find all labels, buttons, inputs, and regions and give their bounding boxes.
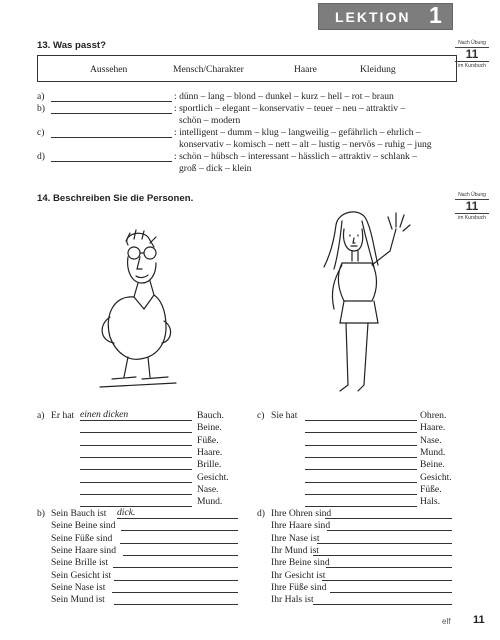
sentence-start: Sein Gesicht ist [51, 569, 112, 581]
answer-line[interactable] [114, 580, 238, 581]
handwritten-answer: dick. [117, 507, 136, 518]
intro-text: Er hat [51, 410, 75, 421]
body-part-word: Haare. [197, 446, 223, 458]
answer-line[interactable] [330, 592, 452, 593]
item-letter: a) [37, 91, 45, 102]
answer-line[interactable] [322, 580, 452, 581]
answer-line[interactable] [112, 592, 238, 593]
item-words: schön – modern [179, 115, 241, 126]
answer-line[interactable] [80, 494, 192, 495]
exercise-13-title: 13. Was passt? [37, 40, 106, 51]
body-part-word: Nase. [420, 434, 442, 446]
body-part-word: Gesicht. [420, 471, 452, 483]
item-words: : dünn – lang – blond – dunkel – kurz – hell – rot – braun [174, 91, 394, 102]
item-letter: d) [257, 508, 265, 519]
answer-line[interactable] [80, 445, 192, 446]
exercise-14-reference [455, 192, 489, 221]
answer-line[interactable] [313, 604, 452, 605]
body-part-word: Füße. [197, 434, 219, 446]
answer-line[interactable] [313, 555, 452, 556]
answer-line[interactable] [325, 518, 452, 519]
item-words: : intelligent – dumm – klug – langweilig – gefährlich – ehrlich – [174, 127, 421, 138]
item-words: konservativ – komisch – nett – alt – lustig – nervös – ruhig – jung [179, 139, 432, 150]
body-part-word: Nase. [197, 483, 219, 495]
body-part-word: Beine. [197, 422, 222, 434]
box-word: Kleidung [360, 64, 396, 75]
body-part-word: Mund. [197, 496, 223, 508]
sentence-start: Ihr Mund ist [271, 544, 319, 556]
item-letter: b) [37, 103, 45, 114]
body-part-word: Füße. [420, 483, 442, 495]
body-part-word: Mund. [420, 446, 446, 458]
answer-line[interactable] [317, 543, 452, 544]
answer-line[interactable] [326, 567, 452, 568]
sentence-start: Seine Haare sind [51, 544, 117, 556]
exercise-14-title: 14. Beschreiben Sie die Personen. [37, 193, 194, 204]
man-illustration [70, 225, 210, 395]
nach-uebung-label: Nach Übung [458, 192, 486, 198]
answer-line[interactable] [80, 482, 192, 483]
body-part-word: Gesicht. [197, 471, 229, 483]
sentence-start: Seine Brille ist [51, 557, 109, 569]
intro-text: Sie hat [271, 410, 298, 421]
box-word: Aussehen [90, 64, 128, 75]
answer-line[interactable] [120, 543, 238, 544]
sentence-start: Ihr Gesicht ist [271, 569, 326, 581]
handwritten-answer: einen dicken [80, 409, 129, 420]
body-part-word: Beine. [420, 459, 445, 471]
body-part-word: Hals. [420, 496, 440, 508]
answer-line[interactable] [305, 457, 417, 458]
nach-uebung-label: Nach Übung [458, 40, 486, 46]
sentence-start: Ihr Hals ist [271, 594, 314, 606]
page-word: elf [442, 617, 451, 626]
sentence-start: Seine Beine sind [51, 520, 116, 532]
sentence-start: Seine Nase ist [51, 581, 106, 593]
sentence-start: Ihre Ohren sind [271, 508, 332, 519]
answer-line[interactable] [51, 113, 172, 114]
sentence-start: Sein Bauch ist [51, 508, 107, 519]
sentence-start: Ihre Beine sind [271, 557, 330, 569]
answer-line[interactable] [305, 506, 417, 507]
exercise-13-reference [455, 40, 489, 69]
lektion-label: LEKTION [335, 9, 411, 25]
body-part-word: Brille. [197, 459, 222, 471]
item-letter: b) [37, 508, 45, 519]
answer-line[interactable] [305, 494, 417, 495]
item-letter: c) [37, 127, 45, 138]
uebung-number: 11 [455, 199, 489, 214]
answer-line[interactable] [305, 445, 417, 446]
woman-illustration [300, 205, 440, 400]
item-words: : schön – hübsch – interessant – hässlich – attraktiv – schlank – [174, 151, 417, 162]
body-part-word: Haare. [420, 422, 446, 434]
box-word: Haare [294, 64, 317, 75]
answer-line[interactable] [121, 530, 238, 531]
body-part-word: Ohren. [420, 410, 447, 421]
uebung-number: 11 [455, 47, 489, 62]
answer-line[interactable] [327, 530, 452, 531]
lektion-number: 1 [429, 2, 442, 28]
sentence-start: Ihre Füße sind [271, 581, 327, 593]
im-kursbuch-label: im Kursbuch [458, 215, 486, 221]
body-part-word: Bauch. [197, 410, 224, 421]
answer-line[interactable] [117, 518, 238, 519]
answer-line[interactable] [80, 432, 192, 433]
answer-line[interactable] [305, 482, 417, 483]
answer-line[interactable] [305, 420, 417, 421]
item-words: : sportlich – elegant – konservativ – teuer – neu – attraktiv – [174, 103, 406, 114]
item-words: groß – dick – klein [179, 163, 252, 174]
item-letter: d) [37, 151, 45, 162]
answer-line[interactable] [305, 432, 417, 433]
item-letter: a) [37, 410, 45, 421]
answer-line[interactable] [80, 420, 192, 421]
sentence-start: Ihre Haare sind [271, 520, 331, 532]
answer-line[interactable] [123, 555, 238, 556]
answer-line[interactable] [51, 161, 172, 162]
answer-line[interactable] [80, 457, 192, 458]
item-letter: c) [257, 410, 265, 421]
im-kursbuch-label: im Kursbuch [458, 63, 486, 69]
sentence-start: Seine Füße sind [51, 532, 113, 544]
answer-line[interactable] [80, 469, 192, 470]
answer-line[interactable] [51, 101, 172, 102]
answer-line[interactable] [305, 469, 417, 470]
answer-line[interactable] [114, 604, 238, 605]
page-number: 11 [473, 614, 485, 626]
answer-line[interactable] [80, 506, 192, 507]
answer-line[interactable] [113, 567, 238, 568]
sentence-start: Sein Mund ist [51, 594, 105, 606]
box-word: Mensch/Charakter [173, 64, 244, 75]
sentence-start: Ihre Nase ist [271, 532, 320, 544]
answer-line[interactable] [51, 137, 172, 138]
